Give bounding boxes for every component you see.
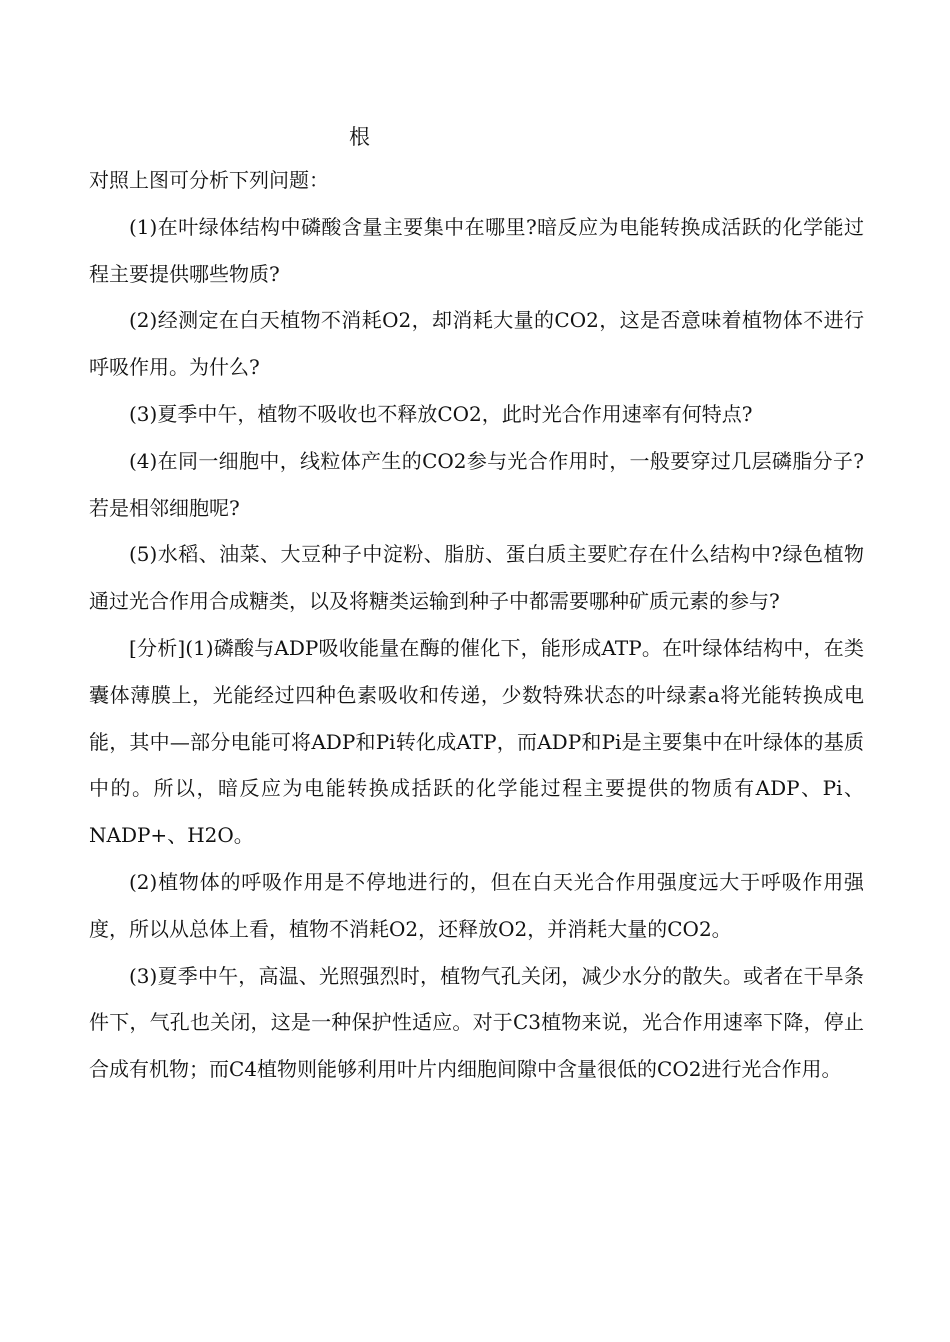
intro-line: 对照上图可分析下列问题：: [89, 168, 329, 192]
question-1: (1)在叶绿体结构中磷酸含量主要集中在哪里?暗反应为电能转换成活跃的化学能过程主要提供哪些物质?: [89, 214, 864, 286]
question-5: (5)水稻、油菜、大豆种子中淀粉、脂肪、蛋白质主要贮存在什么结构中?绿色植物通过光合作用合成糖类，以及将糖类运输到种子中都需要哪种矿质元素的参与?: [89, 542, 864, 614]
document-body: [89, 157, 864, 1093]
analysis-3: (3)夏季中午，高温、光照强烈时，植物气孔关闭，减少水分的散失。或者在干旱条件下，气孔也关闭，这是一种保护性适应。对于C3植物来说，光合作用速率下降，停止合成有机物；而C4植物则能够利用叶片内细胞间隙中含量很低的CO2进行光合作用。: [89, 963, 864, 1082]
question-2: (2)经测定在白天植物不消耗O2，却消耗大量的CO2，这是否意味着植物体不进行呼吸作用。为什么?: [89, 308, 864, 380]
question-3: (3)夏季中午，植物不吸收也不释放CO2，此时光合作用速率有何特点?: [129, 401, 753, 426]
heading-fragment: 根: [349, 125, 370, 149]
question-4: (4)在同一细胞中，线粒体产生的CO2参与光合作用时，一般要穿过几层磷脂分子?若是相邻细胞呢?: [89, 448, 864, 520]
analysis-2: (2)植物体的呼吸作用是不停地进行的，但在白天光合作用强度远大于呼吸作用强度，所以从总体上看，植物不消耗O2，还释放O2，并消耗大量的CO2。: [89, 869, 864, 941]
analysis-1: [分析](1)磷酸与ADP吸收能量在酶的催化下，能形成ATP。在叶绿体结构中，在类囊体薄膜上，光能经过四种色素吸收和传递，少数特殊状态的叶绿素a将光能转换成电能，其中—部分电能可将ADP和Pi转化成ATP，而ADP和Pi是主要集中在叶绿体的基质中的。所以，暗反应为电能转换成括跃的化学能过程主要提供的物质有ADP、Pi、NADP+、H2O。: [89, 635, 864, 848]
